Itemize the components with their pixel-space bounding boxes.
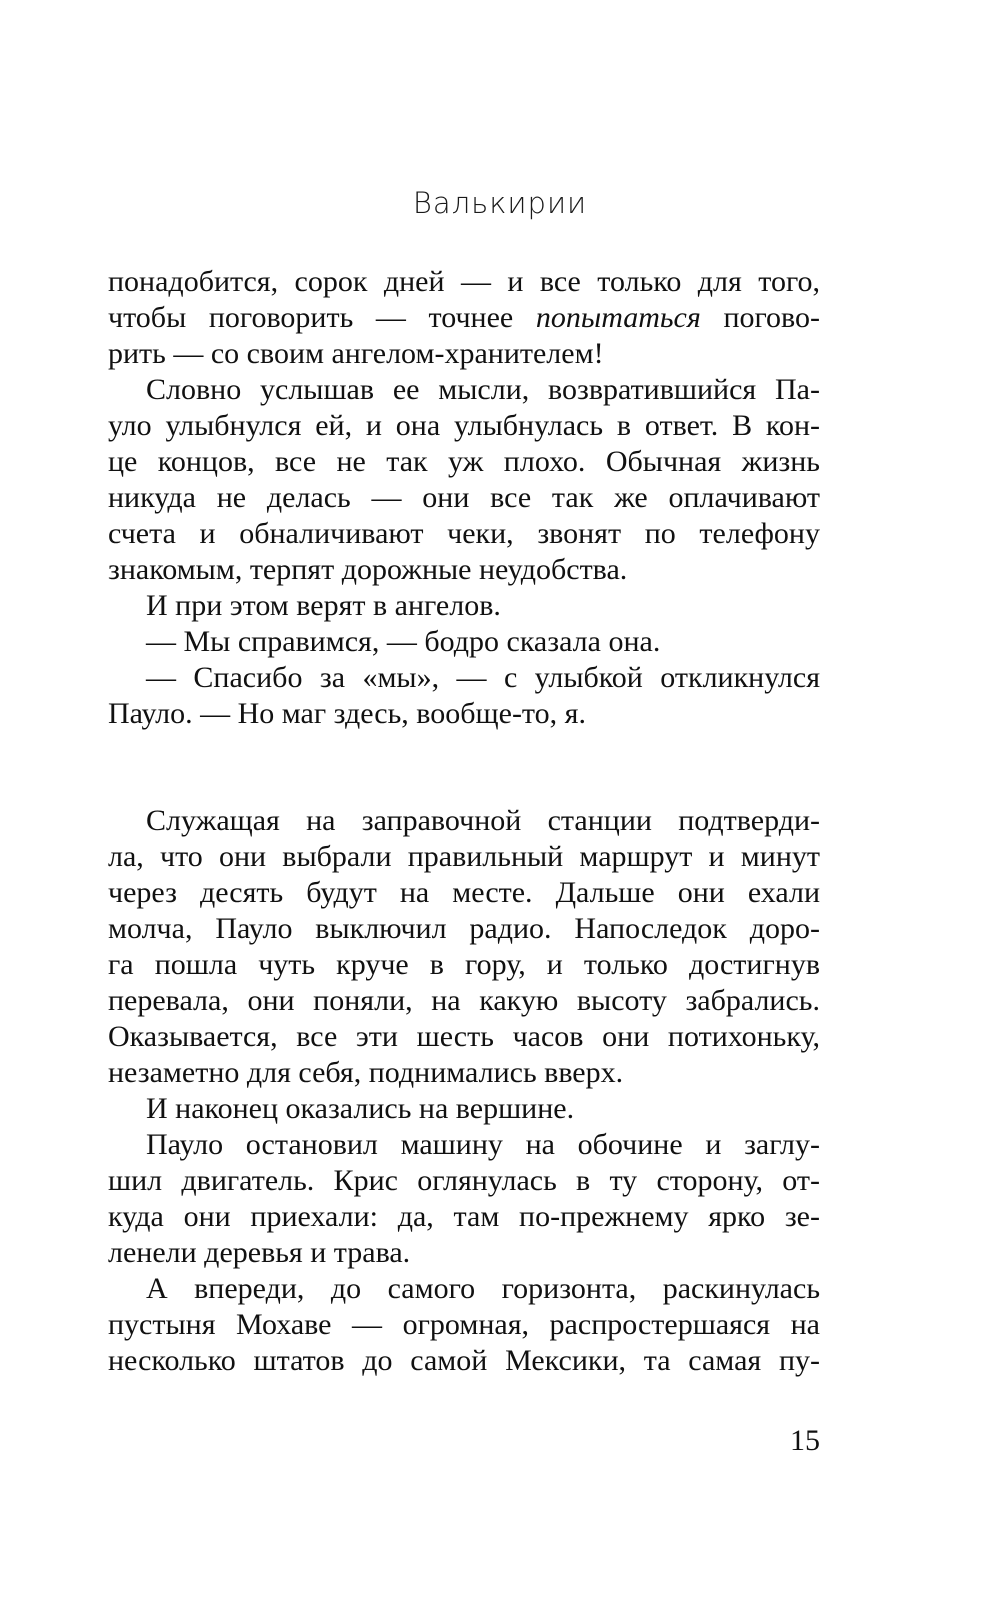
text-line: А впереди, до самого горизонта, раскинулась bbox=[146, 1272, 820, 1305]
text-block-top bbox=[108, 264, 820, 732]
text-line: га пошла чуть круче в гору, и только достигнув bbox=[108, 948, 820, 981]
text-line: Оказывается, все эти шесть часов они потихоньку, bbox=[108, 1020, 820, 1053]
page-number: 15 bbox=[790, 1424, 820, 1457]
text-line: ленели деревья и трава. bbox=[108, 1236, 411, 1269]
text-line: — Спасибо за «мы», — с улыбкой откликнулся bbox=[146, 661, 820, 694]
dialogue-paragraph bbox=[108, 660, 820, 732]
paragraph bbox=[108, 803, 820, 1091]
text-line: Пауло. — Но маг здесь, вообще-то, я. bbox=[108, 697, 586, 730]
paragraph bbox=[108, 264, 820, 372]
text-line: никуда не делась — они все так же оплачивают bbox=[108, 481, 820, 514]
text-line bbox=[108, 300, 820, 336]
text-line: пустыня Мохаве — огромная, распростершаяся на bbox=[108, 1308, 820, 1341]
text-line: незаметно для себя, поднимались вверх. bbox=[108, 1056, 624, 1089]
text-line: уло улыбнулся ей, и она улыбнулась в ответ. В кон- bbox=[108, 409, 820, 442]
paragraph bbox=[108, 1127, 820, 1271]
text-line: рить — со своим ангелом-хранителем! bbox=[108, 337, 604, 370]
text-line: молча, Пауло выключил радио. Напоследок доро- bbox=[108, 912, 820, 945]
text-line: Пауло остановил машину на обочине и заглу- bbox=[146, 1128, 820, 1161]
text-line: И наконец оказались на вершине. bbox=[146, 1092, 575, 1125]
text-line: шил двигатель. Крис оглянулась в ту сторону, от- bbox=[108, 1164, 820, 1197]
text-line: ла, что они выбрали правильный маршрут и минут bbox=[108, 840, 820, 873]
text-line: несколько штатов до самой Мексики, та самая пу- bbox=[108, 1344, 820, 1377]
running-head: Валькирии bbox=[412, 186, 588, 220]
paragraph bbox=[108, 1091, 820, 1127]
paragraph bbox=[108, 372, 820, 588]
text-line: — Мы справимся, — бодро сказала она. bbox=[146, 625, 661, 658]
italic-word: попытаться bbox=[535, 301, 701, 334]
text-block-bottom bbox=[108, 803, 820, 1379]
text-line: куда они приехали: да, там по-прежнему ярко зе- bbox=[108, 1200, 820, 1233]
text-line: И при этом верят в ангелов. bbox=[146, 589, 501, 622]
text-line: понадобится, сорок дней — и все только для того, bbox=[108, 265, 820, 298]
text-line: це концов, все не так уж плохо. Обычная жизнь bbox=[108, 445, 820, 478]
text-line: Словно услышав ее мысли, возвратившийся Па- bbox=[146, 373, 820, 406]
text-line: знакомым, терпят дорожные неудобства. bbox=[108, 553, 628, 586]
text-line: счета и обналичивают чеки, звонят по телефону bbox=[108, 517, 820, 550]
text-line: через десять будут на месте. Дальше они ехали bbox=[108, 876, 820, 909]
paragraph bbox=[108, 588, 820, 624]
text-segment: чтобы поговорить — точнее bbox=[108, 301, 536, 334]
paragraph bbox=[108, 1271, 820, 1379]
text-line: перевала, они поняли, на какую высоту забрались. bbox=[108, 984, 820, 1017]
dialogue-paragraph bbox=[108, 624, 820, 660]
text-line: Служащая на заправочной станции подтверди- bbox=[146, 804, 820, 837]
text-segment: погово- bbox=[700, 301, 821, 334]
